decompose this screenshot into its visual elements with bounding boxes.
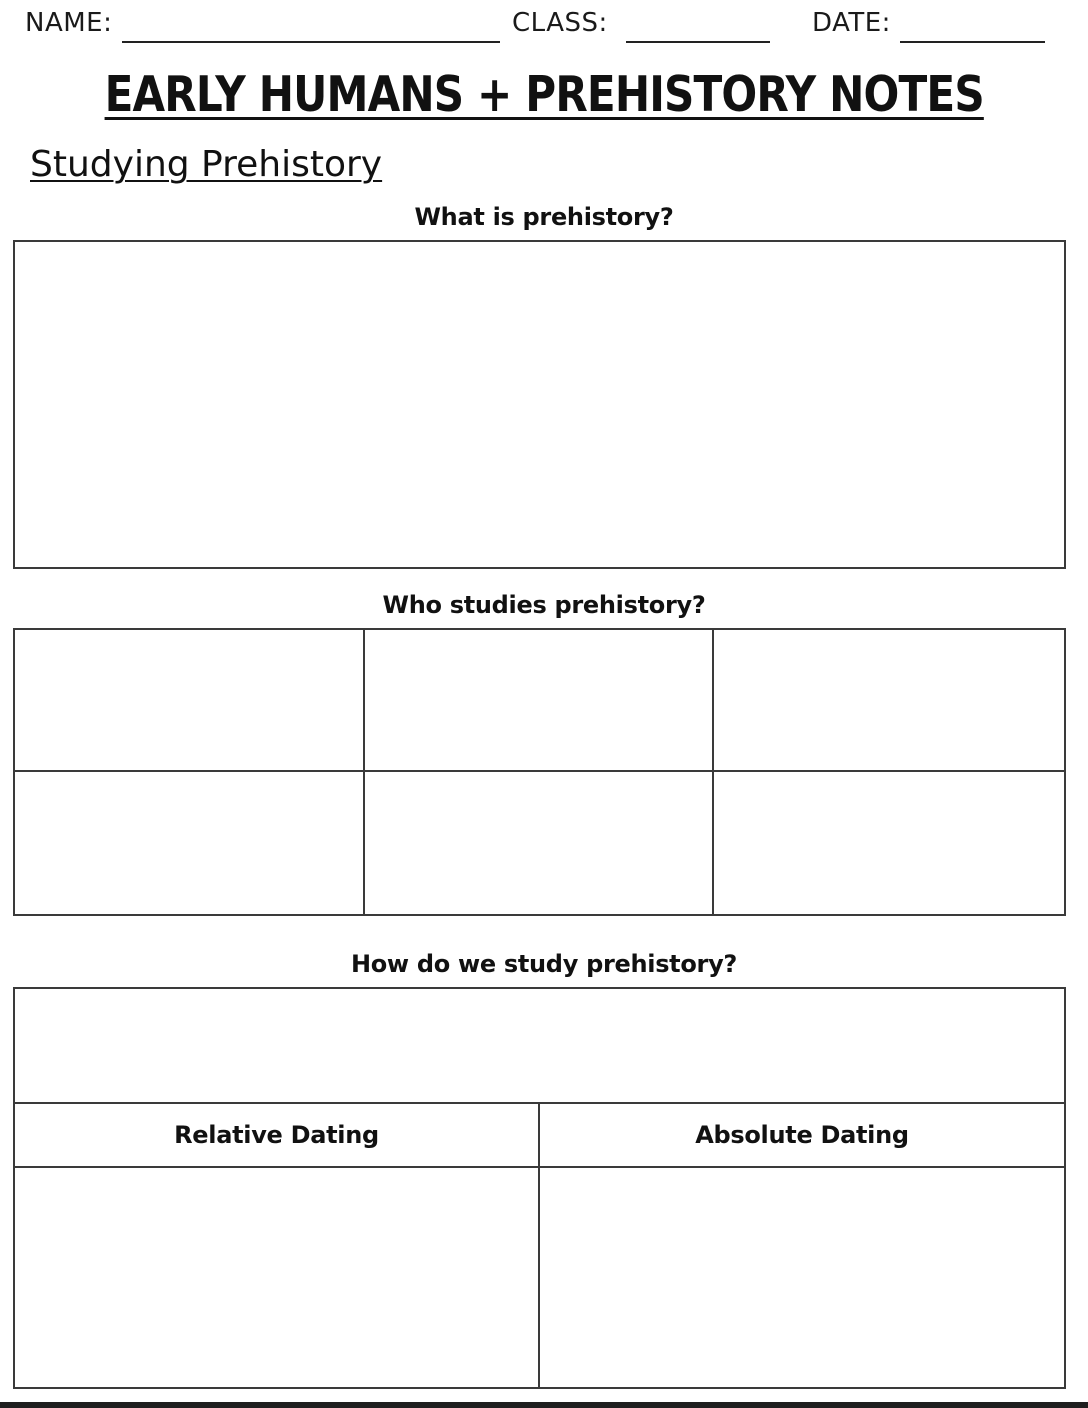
worksheet-header xyxy=(0,0,1088,48)
answer-cell[interactable] xyxy=(15,772,365,914)
answer-box-what-is-prehistory[interactable] xyxy=(13,240,1066,569)
relative-dating-answer-box[interactable] xyxy=(15,1168,538,1387)
question-what-is-prehistory: What is prehistory? xyxy=(414,203,674,231)
date-label: DATE: xyxy=(812,8,891,38)
name-label: NAME: xyxy=(25,8,113,38)
absolute-dating-column xyxy=(540,1104,1064,1387)
class-label: CLASS: xyxy=(512,8,608,38)
absolute-dating-heading: Absolute Dating xyxy=(540,1104,1064,1168)
answer-cell[interactable] xyxy=(714,772,1064,914)
relative-dating-column xyxy=(15,1104,540,1387)
answer-cell[interactable] xyxy=(714,630,1064,772)
answer-table-how-we-study xyxy=(13,987,1066,1389)
class-field[interactable] xyxy=(626,41,770,43)
section-heading: Studying Prehistory xyxy=(30,144,383,185)
absolute-dating-answer-box[interactable] xyxy=(540,1168,1064,1387)
question-how-do-we-study: How do we study prehistory? xyxy=(350,950,738,978)
relative-dating-heading: Relative Dating xyxy=(15,1104,538,1168)
page-title-text: EARLY HUMANS + PREHISTORY NOTES xyxy=(104,66,984,123)
answer-cell[interactable] xyxy=(365,772,715,914)
name-field[interactable] xyxy=(122,41,500,43)
answer-grid-who-studies xyxy=(13,628,1066,916)
question-who-studies-prehistory: Who studies prehistory? xyxy=(382,591,706,619)
answer-box-how-we-study[interactable] xyxy=(15,989,1064,1104)
answer-cell[interactable] xyxy=(365,630,715,772)
answer-cell[interactable] xyxy=(15,630,365,772)
date-field[interactable] xyxy=(900,41,1045,43)
page-bottom-border xyxy=(0,1402,1088,1408)
page-title xyxy=(0,66,1088,123)
